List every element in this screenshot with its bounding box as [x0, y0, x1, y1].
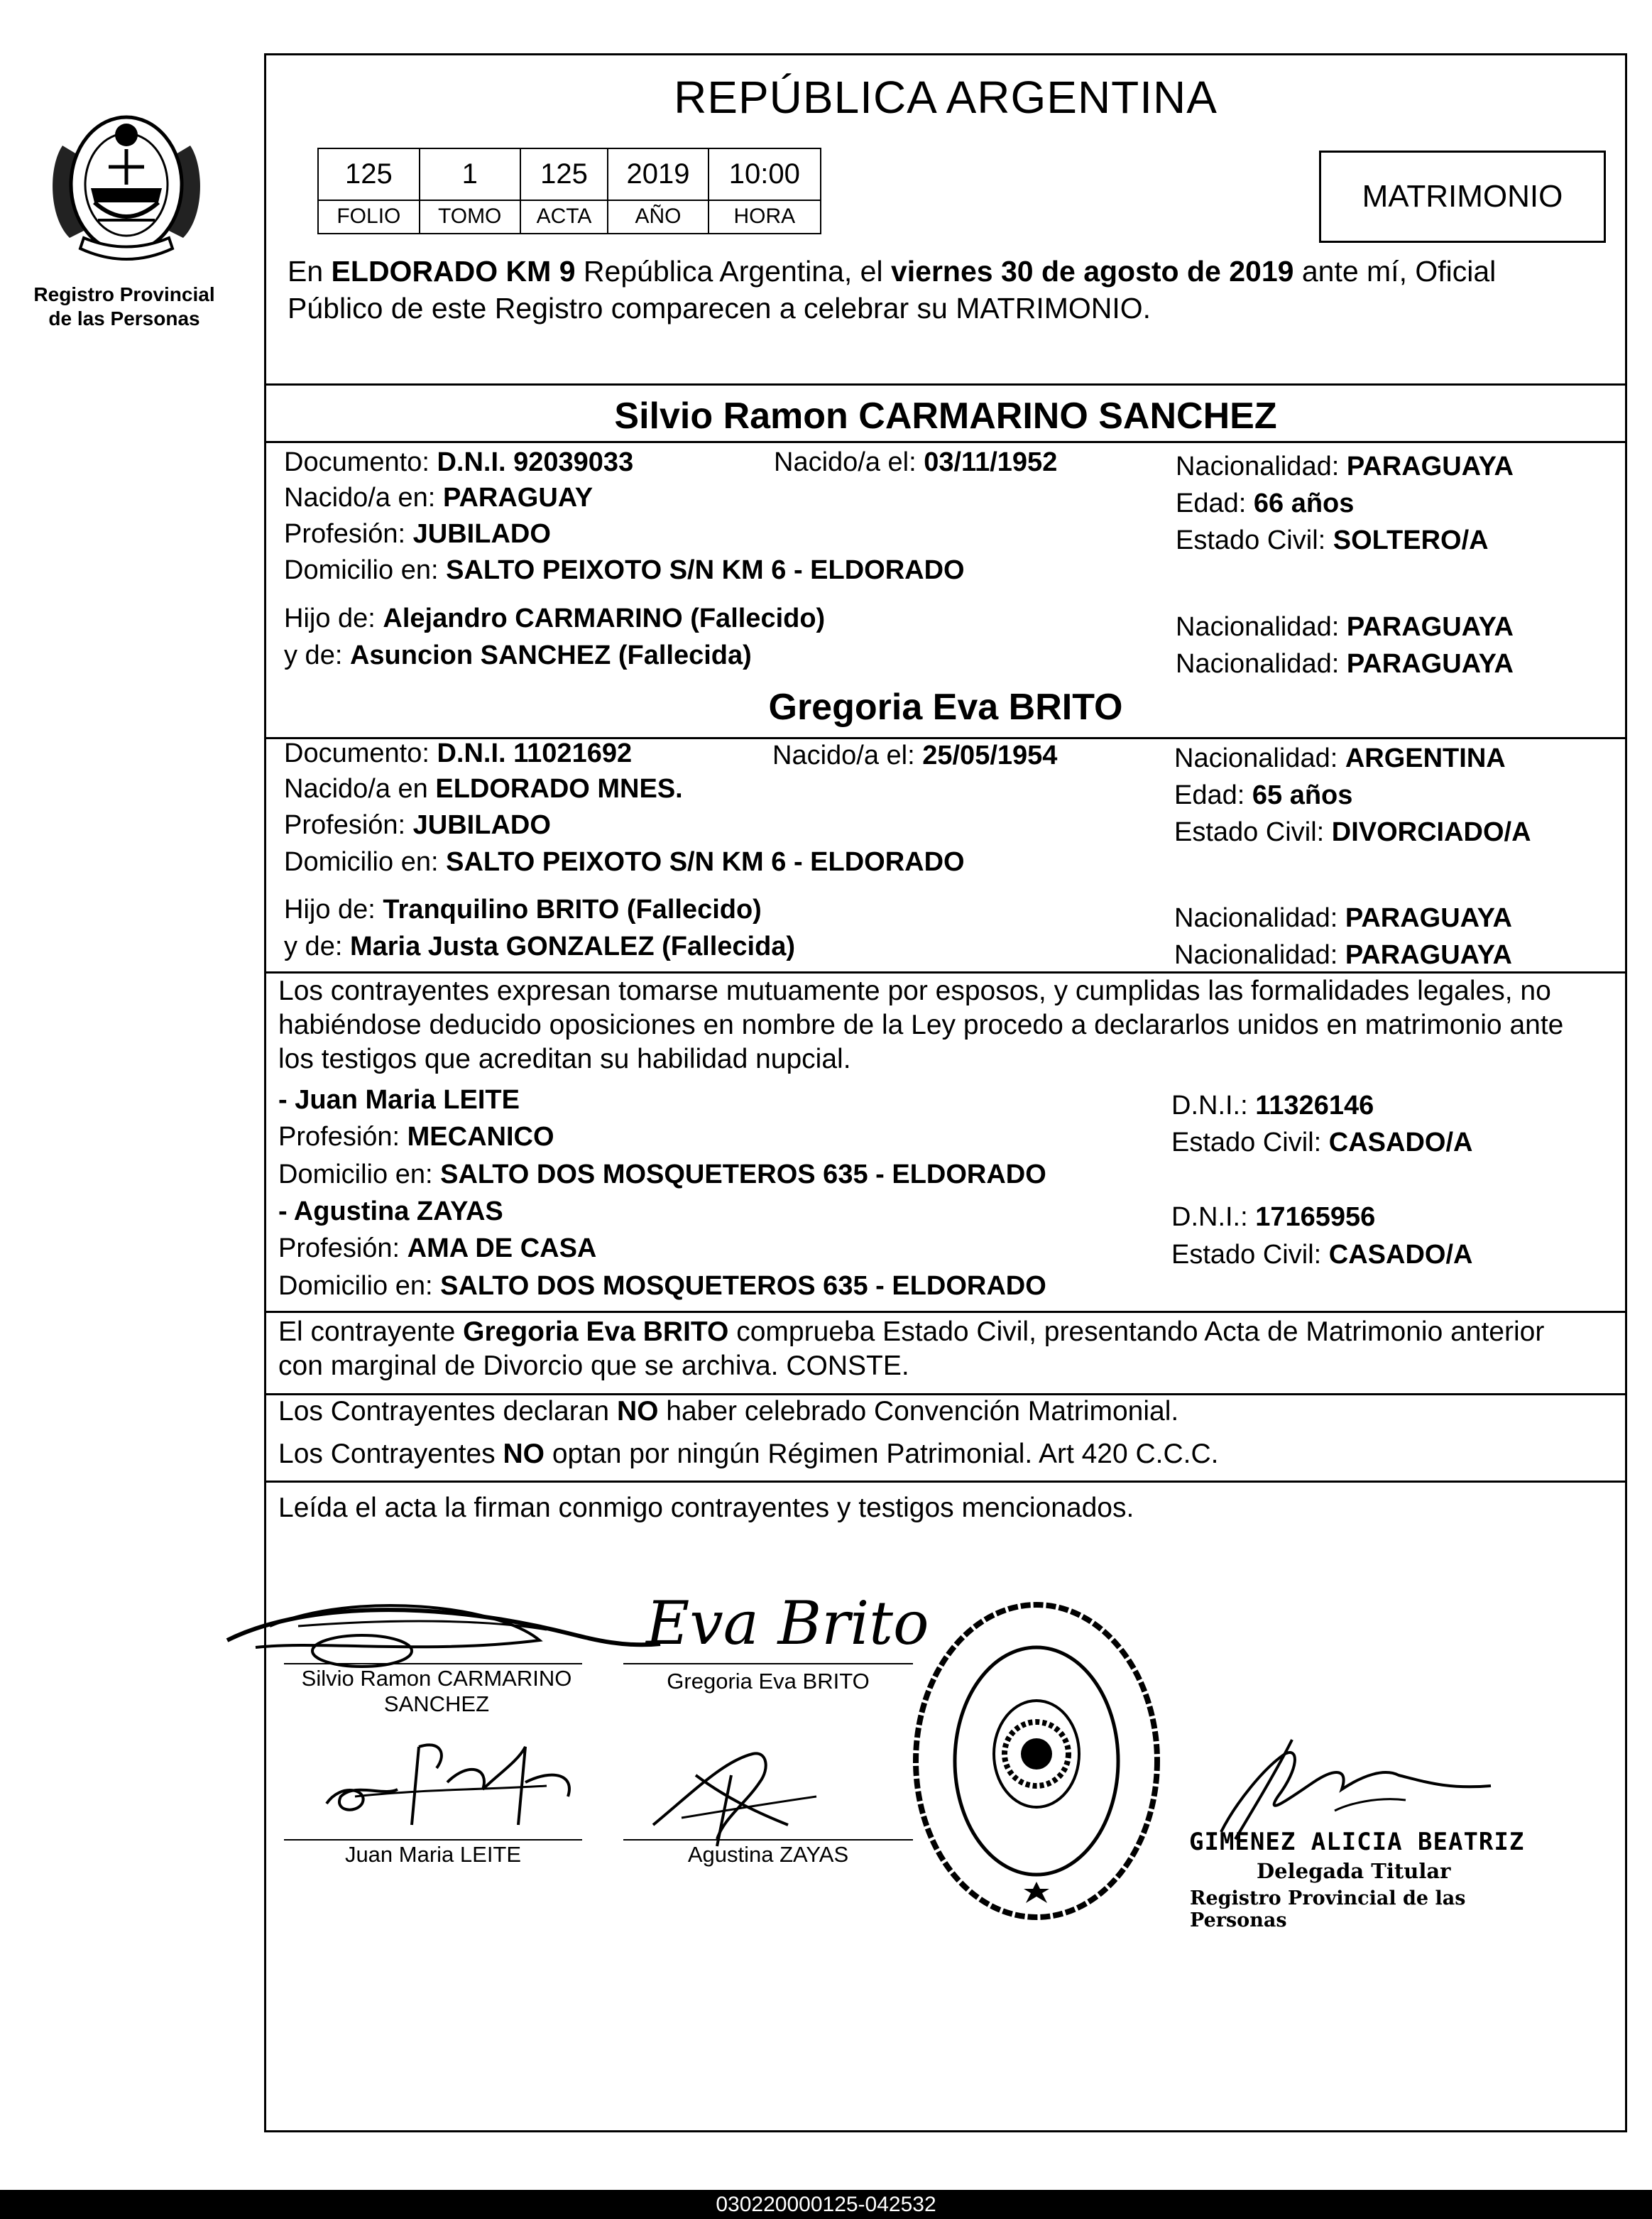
- intro-line-2: Público de este Registro comparecen a celebrar su MATRIMONIO.: [288, 292, 1152, 325]
- spouse2-signature-line: [623, 1663, 913, 1664]
- anio-label: AÑO: [608, 200, 708, 234]
- witness1-civil-status: Estado Civil: CASADO/A: [1171, 1128, 1473, 1157]
- declaration-paragraph: Los contrayentes expresan tomarse mutuamente por esposos, y cumplidas las formalidades legales, no habiéndose deducido oposiciones en nombre de la Ley procedo a declararlos unidos en matrimonio ante los testigos que acreditan su habilidad nupcial.: [278, 976, 1564, 1074]
- spouse1-birthdate: Nacido/a el: 03/11/1952: [774, 447, 1058, 477]
- spouse2-mother: y de: Maria Justa GONZALEZ (Fallecida): [284, 932, 796, 961]
- folio-value: 125: [318, 148, 420, 200]
- spouse1-nationality: Nacionalidad: PARAGUAYA: [1176, 452, 1514, 481]
- spouse2-address: Domicilio en: SALTO PEIXOTO S/N KM 6 - ELDORADO: [284, 847, 965, 877]
- divider-note: [264, 1311, 1627, 1313]
- folio-label: FOLIO: [318, 200, 420, 234]
- document-type-badge: MATRIMONIO: [1319, 151, 1606, 243]
- spouse1-signature-caption: Silvio Ramon CARMARINO SANCHEZ: [301, 1666, 572, 1716]
- tomo-label: TOMO: [420, 200, 520, 234]
- civil-state-note: El contrayente Gregoria Eva BRITO comprueba Estado Civil, presentando Acta de Matrimonio anterior con marginal de Divorcio que se archiva. CONSTE.: [278, 1316, 1545, 1381]
- witness2-profession: Profesión: AMA DE CASA: [278, 1233, 597, 1263]
- province-seal-logo: [41, 96, 212, 273]
- anio-value: 2019: [608, 148, 708, 200]
- spouse1-age: Edad: 66 años: [1176, 489, 1355, 518]
- hora-label: HORA: [709, 200, 821, 234]
- witness1-dni: D.N.I.: 11326146: [1171, 1091, 1374, 1121]
- spouse2-mother-nationality: Nacionalidad: PARAGUAYA: [1174, 940, 1512, 970]
- spouse1-civil-status: Estado Civil: SOLTERO/A: [1176, 525, 1489, 555]
- spouse1-father-nationality: Nacionalidad: PARAGUAYA: [1176, 612, 1514, 642]
- divider-declaration: [264, 971, 1627, 974]
- footer-barcode-bar: [0, 2190, 1652, 2219]
- witness1-name: - Juan Maria LEITE: [278, 1085, 520, 1115]
- divider-spouse1-name: [264, 441, 1627, 443]
- spouse1-profession: Profesión: JUBILADO: [284, 519, 551, 549]
- footer-barcode-text: 030220000125-042532: [716, 2193, 936, 2216]
- convention-line-2: Los Contrayentes NO optan por ningún Régimen Patrimonial. Art 420 C.C.C.: [278, 1439, 1219, 1469]
- hora-value: 10:00: [709, 148, 821, 200]
- spouse1-mother: y de: Asuncion SANCHEZ (Fallecida): [284, 640, 752, 670]
- spouse2-handwritten-signature: [639, 1591, 944, 1662]
- divider-intro: [264, 383, 1627, 386]
- witness2-signature-line: [623, 1839, 913, 1841]
- spouse2-birthdate: Nacido/a el: 25/05/1954: [772, 741, 1058, 770]
- spouse2-signature-caption: Gregoria Eva BRITO: [667, 1669, 870, 1694]
- witness2-signature-caption: Agustina ZAYAS: [687, 1842, 849, 1867]
- spouse2-civil-status: Estado Civil: DIVORCIADO/A: [1174, 817, 1531, 847]
- convention-line-1: Los Contrayentes declaran NO haber celebrado Convención Matrimonial.: [278, 1396, 1179, 1427]
- divider-closing: [264, 1481, 1627, 1483]
- spouse2-profession: Profesión: JUBILADO: [284, 810, 551, 840]
- witness1-signature-caption: Juan Maria LEITE: [344, 1842, 522, 1867]
- witness1-signature-line: [284, 1839, 582, 1841]
- spouse1-documento: Documento: D.N.I. 92039033: [284, 447, 634, 477]
- registration-table: [317, 148, 821, 234]
- spouse1-mother-nationality: Nacionalidad: PARAGUAYA: [1176, 649, 1514, 679]
- witness2-name: - Agustina ZAYAS: [278, 1196, 503, 1226]
- spouse1-name: Silvio Ramon CARMARINO SANCHEZ: [614, 396, 1277, 437]
- spouse1-address: Domicilio en: SALTO PEIXOTO S/N KM 6 - ELDORADO: [284, 555, 965, 585]
- official-title: Delegada Titular: [1257, 1859, 1451, 1883]
- witness2-civil-status: Estado Civil: CASADO/A: [1171, 1240, 1473, 1270]
- spouse1-father: Hijo de: Alejandro CARMARINO (Fallecido): [284, 604, 826, 633]
- official-name: GIMENEZ ALICIA BEATRIZ: [1189, 1828, 1525, 1856]
- spouse2-nationality: Nacionalidad: ARGENTINA: [1174, 743, 1506, 773]
- official-stamp: [902, 1591, 1171, 1931]
- witness1-profession: Profesión: MECANICO: [278, 1122, 554, 1152]
- logo-caption: Registro Provincial de las Personas: [33, 283, 215, 329]
- witness2-dni: D.N.I.: 17165956: [1171, 1202, 1376, 1232]
- witness2-address: Domicilio en: SALTO DOS MOSQUETEROS 635 - ELDORADO: [278, 1271, 1046, 1301]
- intro-line-1: En ELDORADO KM 9 República Argentina, el viernes 30 de agosto de 2019 ante mí, Oficial: [288, 255, 1497, 288]
- witness2-signature: [639, 1733, 852, 1853]
- witness1-address: Domicilio en: SALTO DOS MOSQUETEROS 635 - ELDORADO: [278, 1160, 1046, 1189]
- spouse2-father: Hijo de: Tranquilino BRITO (Fallecido): [284, 895, 762, 925]
- official-office: Registro Provincial de las Personas: [1190, 1887, 1466, 1931]
- spouse2-age: Edad: 65 años: [1174, 780, 1353, 810]
- spouse2-birthplace: Nacido/a en ELDORADO MNES.: [284, 774, 683, 804]
- svg-text:Eva Brito: Eva Brito: [646, 1591, 929, 1658]
- spouse2-documento: Documento: D.N.I. 11021692: [284, 738, 633, 768]
- spouse1-signature-line: [284, 1663, 582, 1664]
- acta-value: 125: [520, 148, 608, 200]
- tomo-value: 1: [420, 148, 520, 200]
- page-title: REPÚBLICA ARGENTINA: [674, 72, 1218, 123]
- spouse1-birthplace: Nacido/a en: PARAGUAY: [284, 483, 593, 513]
- witness1-signature: [312, 1718, 582, 1839]
- acta-label: ACTA: [520, 200, 608, 234]
- spouse2-name: Gregoria Eva BRITO: [768, 687, 1123, 728]
- closing-text: Leída el acta la firman conmigo contrayentes y testigos mencionados.: [278, 1493, 1134, 1523]
- spouse2-father-nationality: Nacionalidad: PARAGUAYA: [1174, 903, 1512, 933]
